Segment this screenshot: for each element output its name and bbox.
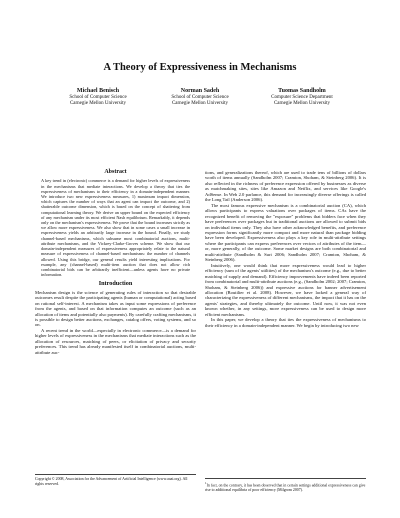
footnote — [205, 478, 366, 492]
author-dept: School of Computer Science — [171, 95, 229, 100]
left-column — [35, 170, 196, 355]
abstract-heading: Abstract — [104, 169, 127, 175]
author-dept: Computer Science Department — [271, 95, 333, 100]
intro-paragraph-2: A recent trend in the world—especially in electronic commerce—is a demand for higher levels of expressiveness in the mechanisms that mediate interactions such as the allocation of resources, matching of peers, or elicitation of privacy and security preferences. This trend has already manifested itself in combinatorial auctions, multi-attribute auc- — [35, 327, 196, 355]
author-dept: School of Computer Science — [69, 95, 127, 100]
footnote-text: In fact, on the contrary, it has been observed that in certain settings additional expressiveness can give rise to additional equilibria of poor efficiency (Milgrom 2007). — [205, 483, 366, 492]
copyright-notice: Copyright © 2008, Association for the Advancement of Artificial Intelligence (www.aaai.org). All rights reserved. — [35, 474, 196, 486]
right-column — [205, 170, 366, 328]
right-paragraph-3: Intuitively, one would think that more expressiveness would lead to higher efficiency (sum of the agents' utilities) of the mechanism's outcome (e.g., due to better matching of supply and demand). Efficiency improvements have indeed been reported from combinatorial and multi-attribute auctions (e.g., (Sandholm 2002; 2007; Cramton, Shoham, & Steinberg 2006)) and expressive auctions for banner advertisement allocation (Boutilier et al. 2008). However, we have lacked a general way of characterizing the expressiveness of different mechanisms, the impact that it has on the agents' strategies, and thereby ultimately the outcome. Until now, it was not even known whether, in any settings, more expressiveness can be used to design more efficient mechanisms. — [205, 262, 366, 317]
author-block — [0, 88, 400, 118]
intro-paragraph-1: Mechanism design is the science of generating rules of interaction so that desirable outcomes result despite the participating agents (human or computational) acting based on rational self-interest. A mechanism takes as input some expressions of preference from the agents, and based on that information computes an outcome (such as an allocation of items and potentially also payments). By carefully crafting mechanisms, it is possible to design better auctions, exchanges, catalog offers, voting systems, and so on. — [35, 289, 196, 328]
author-org: Carnegie Mellon University — [171, 101, 229, 106]
author-3 — [242, 88, 362, 107]
right-paragraph-1: tions, and generalizations thereof, which are used to trade tens of billions of dollars worth of items annually (Sandholm 2007; Cramton, Shoham, & Steinberg 2006). It is also reflected in the richness of preference expression offered by businesses as diverse as matchmaking sites, sites like Amazon and Netflix, and services like Google's AdSense. In Web 2.0 parlance, this demand for increasingly diverse offerings is called the Long Tail (Anderson 2006). — [205, 170, 366, 203]
abstract-text — [35, 178, 196, 277]
right-paragraph-2: The most famous expressive mechanism is a combinatorial auction (CA), which allows participants to express valuations over packages of items. CAs have the recognized benefit of removing the "exposure" problems that bidders face when they have preferences over packages but in traditional auctions are allowed to submit bids on individual items only. They also have other acknowledged benefits, and preference expression forms significantly more compact and more natural than package bidding have been developed. Expressiveness also plays a key role in multi-attribute settings where the participants can express preferences over vectors of attributes of the item—or, more generally, of the outcome. Some market designs are both combinatorial and multi-attribute (Sandholm & Suri 2006; Sandholm 2007; Cramton, Shoham, & Steinberg 2006). — [205, 202, 366, 263]
right-paragraph-4: In this paper, we develop a theory that ties the expressiveness of mechanisms to their efficiency in a domain-independent manner. We begin by introducing two new — [205, 317, 366, 328]
author-name: Tuomas Sandholm — [278, 88, 326, 94]
paper-title: A Theory of Expressiveness in Mechanisms — [103, 62, 297, 73]
abstract-paragraph: A key trend in (electronic) commerce is a demand for higher levels of expressiveness in the mechanisms that mediate interactions. We develop a theory that ties the expressiveness of mechanisms to their efficiency in a domain-independent manner. We introduce two new expressiveness measures, 1) maximum impact dimension, which captures the number of ways that an agent can impact the outcome, and 2) shatterable outcome dimension, which is based on the concept of shattering from computational learning theory. We derive an upper bound on the expected efficiency of any mechanism under its most efficient Nash equilibrium. Remarkably, it depends only on the mechanism's expressiveness. We prove that the bound increases strictly as we allow more expressiveness. We also show that in some cases a small increase in expressiveness yields an arbitrarily large increase in the bound. Finally, we study channel-based mechanisms, which subsume most combinatorial auctions, multi-attribute mechanisms, and the Vickrey-Clarke-Groves scheme. We show that our domain-independent measures of expressiveness appropriately relate to the natural measure of expressiveness of channel-based mechanisms: the number of channels allowed. Using this bridge, our general results yield interesting implications. For example, any (channel-based) multi-item auction that does not allow rich combinatorial bids can be arbitrarily inefficient—unless agents have no private information. — [41, 178, 190, 278]
author-org: Carnegie Mellon University — [69, 101, 127, 106]
author-org: Carnegie Mellon University — [273, 101, 331, 106]
author-name: Michael Benisch — [76, 88, 120, 94]
introduction-heading: Introduction — [98, 280, 133, 288]
author-name: Norman Sadeh — [180, 88, 220, 94]
footnote-marker: 1 — [205, 481, 207, 485]
